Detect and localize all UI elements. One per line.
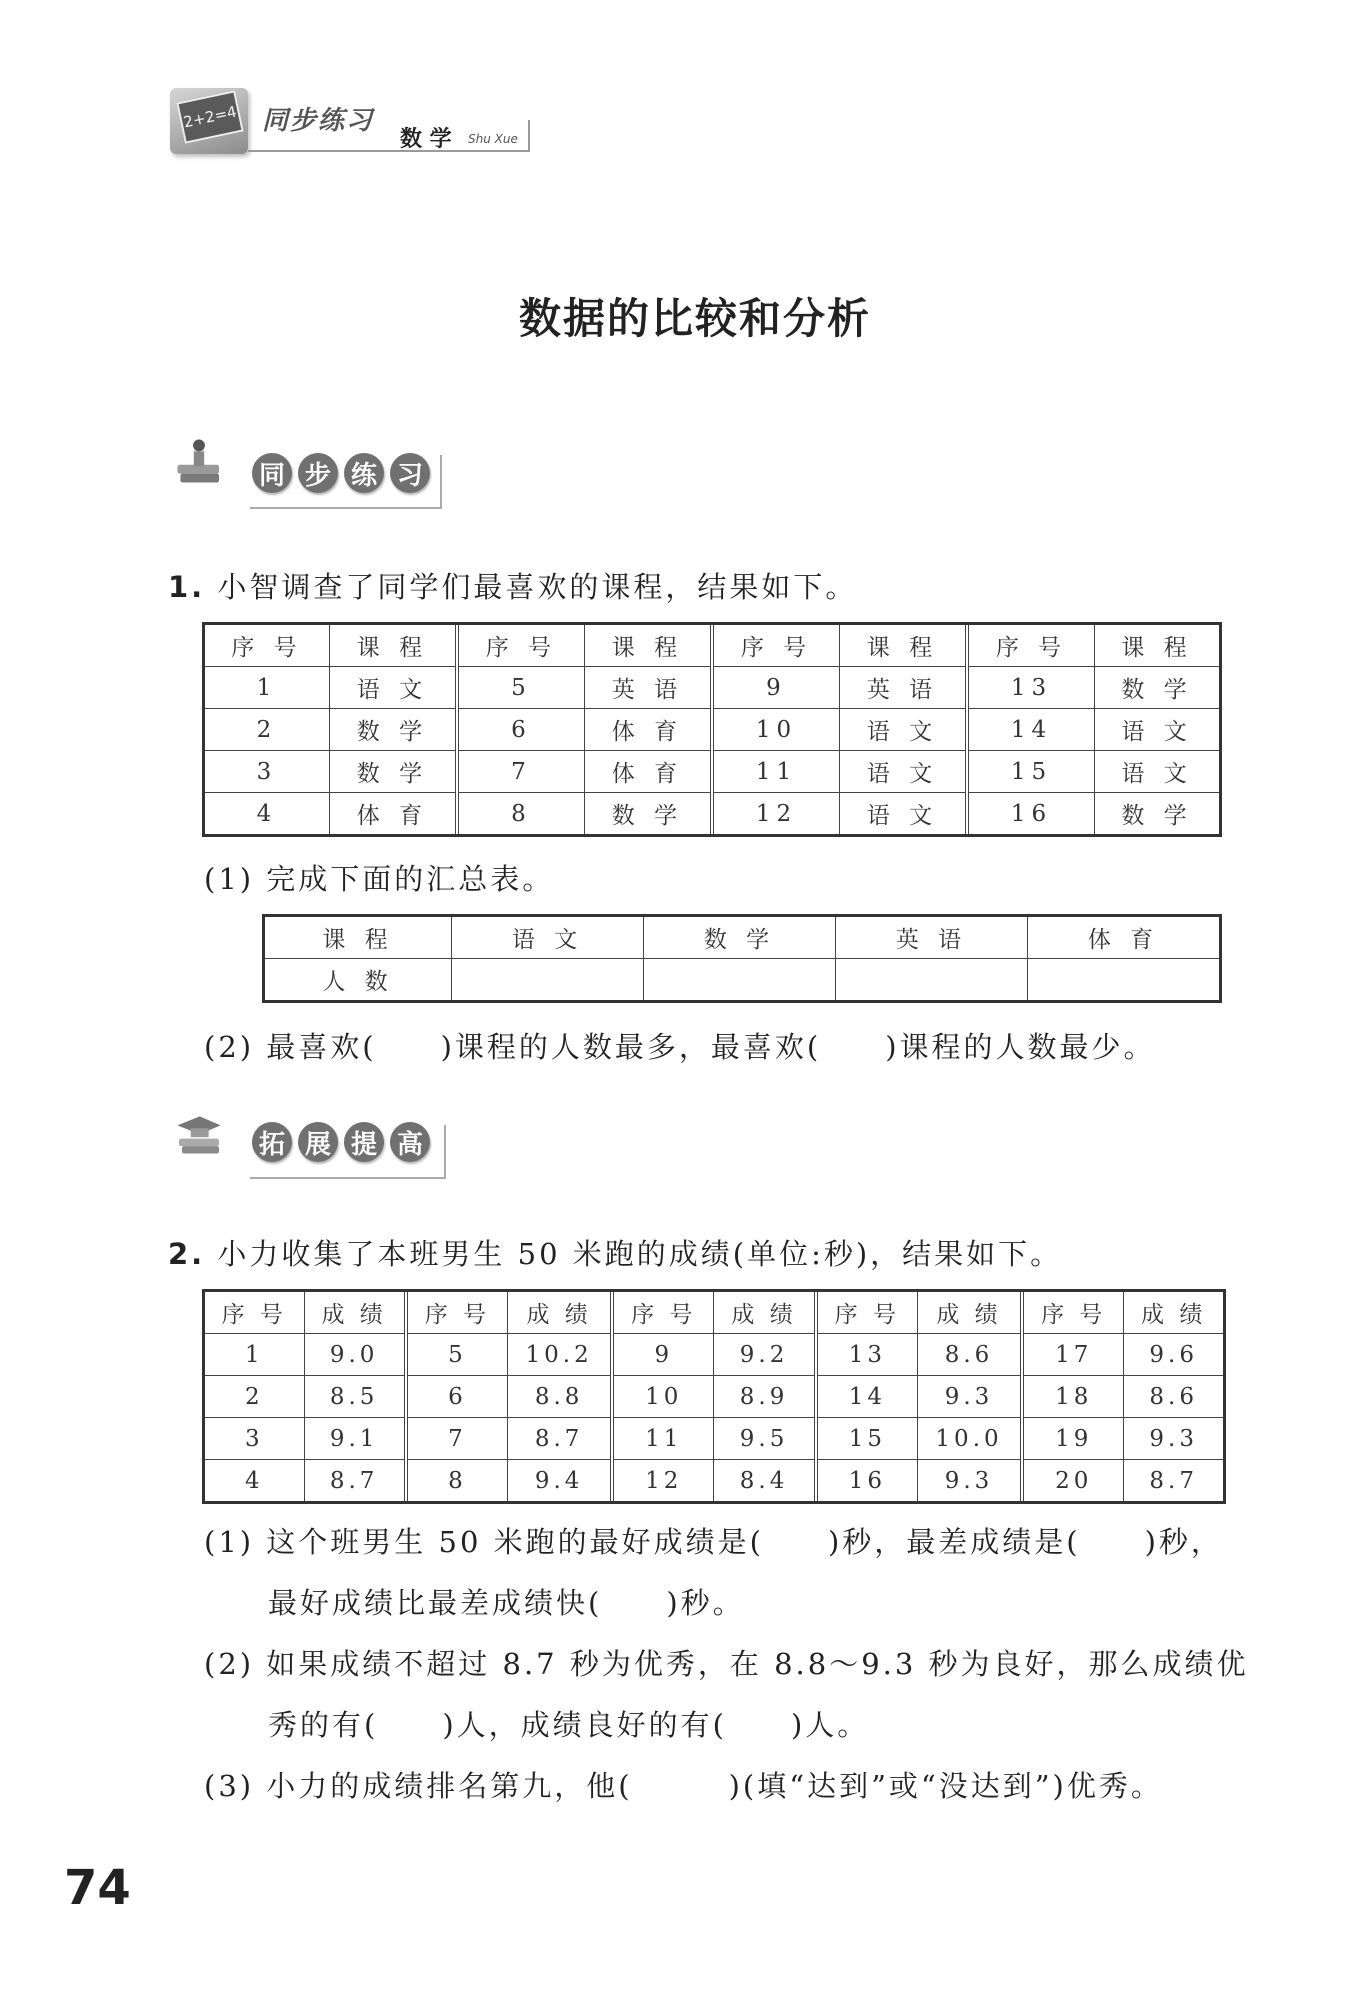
series-title: 同步练习 xyxy=(262,106,375,136)
question-number: 1. xyxy=(168,570,206,604)
table-cell: 语 文 xyxy=(839,751,967,793)
table-cell: 6 xyxy=(457,709,585,751)
header-cell: 序 号 xyxy=(712,625,840,667)
table-cell: 14 xyxy=(816,1376,918,1418)
banner-char: 习 xyxy=(390,453,430,493)
table-cell: 9.3 xyxy=(917,1460,1022,1502)
header-cell: 序 号 xyxy=(205,625,330,667)
header-cell: 语 文 xyxy=(452,917,644,959)
header-cell: 课 程 xyxy=(839,625,967,667)
banner-char: 同 xyxy=(252,453,292,493)
question-number: 2. xyxy=(168,1237,206,1271)
subject-label: 数 学 xyxy=(400,127,452,152)
header-cell: 课 程 xyxy=(1095,625,1220,667)
q2-part1-line1: (1) 这个班男生 50 米跑的最好成绩是( )秒，最差成绩是( )秒， xyxy=(204,1525,1223,1559)
table-cell: 13 xyxy=(967,667,1095,709)
header-underline xyxy=(248,150,530,152)
q1-part2: (2) 最喜欢( )课程的人数最多，最喜欢( )课程的人数最少。 xyxy=(204,1030,1156,1064)
table-cell: 10.2 xyxy=(508,1334,613,1376)
table-cell: 9.5 xyxy=(714,1418,816,1460)
banner-char: 高 xyxy=(390,1122,430,1162)
page-title: 数据的比较和分析 xyxy=(518,294,871,343)
table-cell: 数 学 xyxy=(329,751,457,793)
table-row xyxy=(205,667,1220,709)
banner-char: 拓 xyxy=(252,1122,292,1162)
header-cell: 序 号 xyxy=(457,625,585,667)
table-cell: 15 xyxy=(967,751,1095,793)
header-cell: 成 绩 xyxy=(304,1292,406,1334)
table-header-row xyxy=(265,917,1220,959)
question-2 xyxy=(168,1232,1062,1273)
table-cell: 6 xyxy=(406,1376,508,1418)
header-cell: 成 绩 xyxy=(917,1292,1022,1334)
table-cell: 5 xyxy=(457,667,585,709)
table-cell: 语 文 xyxy=(839,709,967,751)
header-cell: 序 号 xyxy=(406,1292,508,1334)
table-cell: 10 xyxy=(712,709,840,751)
table-cell: 2 xyxy=(205,1376,305,1418)
series-logo-icon xyxy=(170,88,248,154)
header-cell: 序 号 xyxy=(612,1292,714,1334)
table-header-row xyxy=(205,625,1220,667)
table-cell: 语 文 xyxy=(1095,709,1220,751)
row-label-cell: 人 数 xyxy=(265,959,452,1001)
header-cell: 数 学 xyxy=(644,917,836,959)
table-cell: 12 xyxy=(612,1460,714,1502)
table-cell: 10 xyxy=(612,1376,714,1418)
table-row xyxy=(205,793,1220,835)
extension-section-title xyxy=(252,1122,430,1162)
table-cell: 20 xyxy=(1022,1460,1124,1502)
table-row xyxy=(205,1460,1224,1502)
header-cell: 成 绩 xyxy=(714,1292,816,1334)
table-row xyxy=(205,1376,1224,1418)
header-cell: 体 育 xyxy=(1028,917,1220,959)
table-cell: 语 文 xyxy=(1095,751,1220,793)
table-cell: 8.7 xyxy=(304,1460,406,1502)
table-cell: 15 xyxy=(816,1418,918,1460)
table-row xyxy=(265,959,1220,1001)
table-cell: 8.6 xyxy=(917,1334,1022,1376)
blackboard-icon: 2+2=4 xyxy=(176,90,243,144)
header-cell: 成 绩 xyxy=(1124,1292,1224,1334)
table-cell: 16 xyxy=(967,793,1095,835)
answer-cell[interactable] xyxy=(644,959,836,1001)
table-cell: 体 育 xyxy=(584,709,712,751)
answer-cell[interactable] xyxy=(1028,959,1220,1001)
q2-part2-line1: (2) 如果成绩不超过 8.7 秒为优秀，在 8.8～9.3 秒为良好，那么成绩优 xyxy=(204,1647,1249,1681)
header-cell: 序 号 xyxy=(967,625,1095,667)
table-cell: 13 xyxy=(816,1334,918,1376)
q2-part3: (3) 小力的成绩排名第九，他( )(填“达到”或“没达到”)优秀。 xyxy=(204,1769,1163,1803)
table-cell: 10.0 xyxy=(917,1418,1022,1460)
header-cell: 成 绩 xyxy=(508,1292,613,1334)
table-cell: 3 xyxy=(205,1418,305,1460)
table-header-row xyxy=(205,1292,1224,1334)
table-cell: 数 学 xyxy=(584,793,712,835)
table-cell: 3 xyxy=(205,751,330,793)
question-text: 小智调查了同学们最喜欢的课程，结果如下。 xyxy=(217,570,858,604)
header-cell: 课 程 xyxy=(584,625,712,667)
table-cell: 体 育 xyxy=(584,751,712,793)
table-cell: 9.2 xyxy=(714,1334,816,1376)
table-cell: 英 语 xyxy=(839,667,967,709)
table-cell: 1 xyxy=(205,667,330,709)
table-row xyxy=(205,1334,1224,1376)
table-cell: 语 文 xyxy=(329,667,457,709)
table-cell: 17 xyxy=(1022,1334,1124,1376)
table-cell: 语 文 xyxy=(839,793,967,835)
table-cell: 英 语 xyxy=(584,667,712,709)
table-cell: 9.1 xyxy=(304,1418,406,1460)
question-1 xyxy=(168,565,857,606)
header-cell: 课 程 xyxy=(265,917,452,959)
summary-table xyxy=(264,916,1220,1001)
answer-cell[interactable] xyxy=(836,959,1028,1001)
q2-part2-line2: 秀的有( )人，成绩良好的有( )人。 xyxy=(268,1708,870,1742)
header-cell: 序 号 xyxy=(1022,1292,1124,1334)
table-row xyxy=(205,1418,1224,1460)
table-cell: 8.6 xyxy=(1124,1376,1224,1418)
header-divider xyxy=(528,120,530,152)
table-cell: 9 xyxy=(712,667,840,709)
table-cell: 11 xyxy=(612,1418,714,1460)
page-number: 74 xyxy=(64,1860,131,1916)
practice-section-title xyxy=(252,453,430,493)
table-cell: 4 xyxy=(205,793,330,835)
table-cell: 14 xyxy=(967,709,1095,751)
table-cell: 8 xyxy=(406,1460,508,1502)
banner-char: 展 xyxy=(298,1122,338,1162)
banner-char: 步 xyxy=(298,453,338,493)
table-cell: 8.7 xyxy=(1124,1460,1224,1502)
table-cell: 8.9 xyxy=(714,1376,816,1418)
table-cell: 19 xyxy=(1022,1418,1124,1460)
table-cell: 9.4 xyxy=(508,1460,613,1502)
header-cell: 课 程 xyxy=(329,625,457,667)
table-cell: 9.3 xyxy=(917,1376,1022,1418)
graduation-cap-icon xyxy=(166,1106,232,1158)
table-cell: 体 育 xyxy=(329,793,457,835)
question-text: 小力收集了本班男生 50 米跑的成绩(单位:秒)，结果如下。 xyxy=(217,1237,1063,1271)
table-cell: 数 学 xyxy=(1095,667,1220,709)
table-row xyxy=(205,751,1220,793)
banner-char: 提 xyxy=(344,1122,384,1162)
table-cell: 9.6 xyxy=(1124,1334,1224,1376)
table-cell: 1 xyxy=(205,1334,305,1376)
banner-char: 练 xyxy=(344,453,384,493)
table-cell: 12 xyxy=(712,793,840,835)
header-cell: 序 号 xyxy=(816,1292,918,1334)
table-cell: 9 xyxy=(612,1334,714,1376)
table-cell: 8 xyxy=(457,793,585,835)
table-cell: 8.8 xyxy=(508,1376,613,1418)
table-cell: 7 xyxy=(406,1418,508,1460)
q1-part1: (1) 完成下面的汇总表。 xyxy=(204,862,555,896)
table-row xyxy=(205,709,1220,751)
table-cell: 4 xyxy=(205,1460,305,1502)
table-cell: 7 xyxy=(457,751,585,793)
running-scores-table xyxy=(204,1291,1224,1502)
header-cell: 序 号 xyxy=(205,1292,305,1334)
table-cell: 9.3 xyxy=(1124,1418,1224,1460)
table-cell: 11 xyxy=(712,751,840,793)
subject-pinyin: Shu Xue xyxy=(468,132,518,146)
header-cell: 英 语 xyxy=(836,917,1028,959)
answer-cell[interactable] xyxy=(452,959,644,1001)
table-cell: 5 xyxy=(406,1334,508,1376)
table-cell: 2 xyxy=(205,709,330,751)
course-survey-table xyxy=(204,624,1220,835)
table-cell: 16 xyxy=(816,1460,918,1502)
table-cell: 18 xyxy=(1022,1376,1124,1418)
table-cell: 数 学 xyxy=(1095,793,1220,835)
table-cell: 数 学 xyxy=(329,709,457,751)
table-cell: 8.7 xyxy=(508,1418,613,1460)
table-cell: 9.0 xyxy=(304,1334,406,1376)
book-stack-icon xyxy=(166,435,232,487)
q2-part1-line2: 最好成绩比最差成绩快( )秒。 xyxy=(268,1586,745,1620)
table-cell: 8.4 xyxy=(714,1460,816,1502)
table-cell: 8.5 xyxy=(304,1376,406,1418)
